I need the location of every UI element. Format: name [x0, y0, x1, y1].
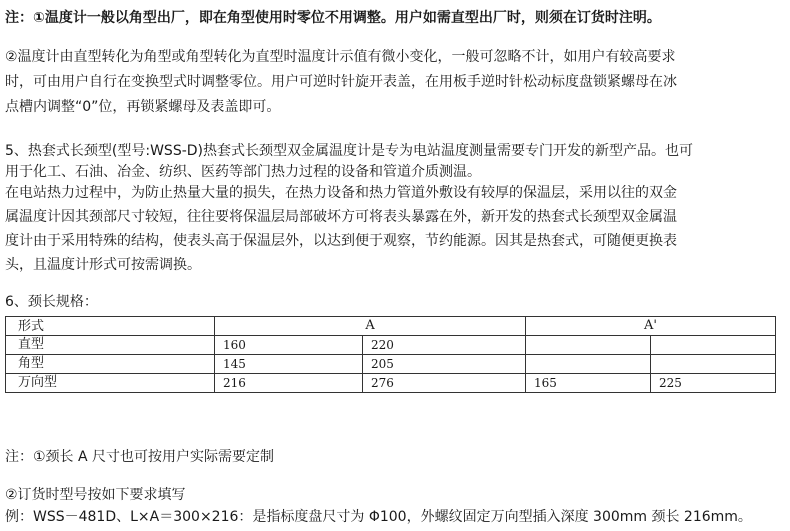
table-cell: 220 [363, 336, 526, 355]
table-cell [526, 355, 651, 374]
table-cell [526, 336, 651, 355]
table-cell: 145 [215, 355, 363, 374]
column-header-a-prime: A' [526, 317, 776, 336]
row-label: 直型 [6, 336, 215, 355]
column-header-a: A [215, 317, 526, 336]
table-cell [651, 336, 776, 355]
table-cell: 205 [363, 355, 526, 374]
paragraph-5-line: 用于化工、石油、冶金、纺织、医药等部门热力过程的设备和管道介质测温。 [5, 164, 481, 180]
corner-label-form: 形式 [18, 319, 45, 334]
table-corner-cell [6, 317, 215, 336]
section-6-title: 6、颈长规格： [5, 294, 98, 310]
paragraph-5-line: 5、热套式长颈型(型号:WSS-D)热套式长颈型双金属温度计是专为电站温度测量需要专门开发的新型产品。也可 [5, 143, 693, 159]
row-label: 角型 [6, 355, 215, 374]
table-cell: 276 [363, 374, 526, 393]
paragraph-2-line: 时，可由用户自行在变换型式时调整零位。用户可逆时针旋开表盖，在用板手逆时针松动标度盘锁紧螺母在冰 [5, 74, 677, 90]
paragraph-2-line: 点槽内调整“0”位，再锁紧螺母及表盖即可。 [5, 99, 281, 115]
note-bottom-1: 注：①颈长 A 尺寸也可按用户实际需要定制 [5, 449, 275, 465]
table-cell: 225 [651, 374, 776, 393]
note-bottom-2: ②订货时型号按如下要求填写 [5, 487, 186, 503]
table-row [6, 336, 776, 355]
table-cell: 216 [215, 374, 363, 393]
paragraph-5-line: 属温度计因其颈部尺寸较短，往往要将保温层局部破坏方可将表头暴露在外，新开发的热套式长颈型双金属温 [5, 209, 677, 225]
paragraph-2-line: ②温度计由直型转化为角型或角型转化为直型时温度计示值有微小变化，一般可忽略不计，如用户有较高要求 [5, 49, 676, 65]
paragraph-5-line: 在电站热力过程中，为防止热量大量的损失，在热力设备和热力管道外敷设有较厚的保温层，采用以往的双金 [5, 185, 677, 201]
table-cell: 165 [526, 374, 651, 393]
order-example: 例：WSS－481D、L×A＝300×216：是指标度盘尺寸为 Φ100，外螺纹固定万向型插入深度 300mm 颈长 216mm。 [5, 509, 752, 525]
paragraph-5-line: 度计由于采用特殊的结构，使表头高于保温层外，以达到便于观察，节约能源。因其是热套式，可随便更换表 [5, 233, 677, 249]
table-row [6, 374, 776, 393]
table-row [6, 355, 776, 374]
table-header-row [6, 317, 776, 336]
row-label: 万向型 [6, 374, 215, 393]
table-cell [651, 355, 776, 374]
note-top: 注：①温度计一般以角型出厂，即在角型使用时零位不用调整。用户如需直型出厂时，则须在订货时注明。 [5, 10, 661, 26]
paragraph-5-line: 头，且温度计形式可按需调换。 [5, 257, 201, 273]
neck-length-table [5, 316, 776, 393]
table-cell: 160 [215, 336, 363, 355]
